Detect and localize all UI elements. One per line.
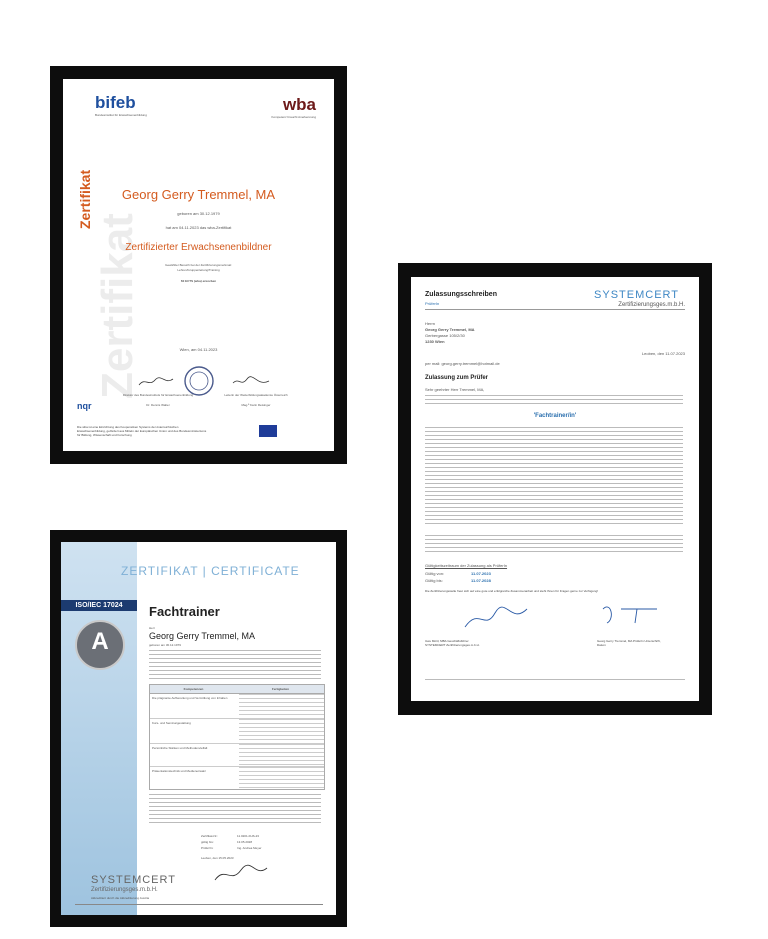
letter-subtitle: PrüferIn <box>425 301 440 306</box>
validity-label: Gültigkeitszeitraum der Zulassung als PrüferIn <box>425 563 508 568</box>
signature-left <box>137 375 177 389</box>
notice-paragraph <box>425 535 683 555</box>
wba-logo-subtitle: Kompetenz braucht Anerkennung <box>271 115 316 119</box>
footer-divider <box>75 904 323 905</box>
left-blue-band <box>61 542 137 915</box>
focus-label: Gewählter Bereich bei der Zertifizierungsmerkmal: <box>165 263 232 267</box>
certificate-header: ZERTIFIKAT | CERTIFICATE <box>121 564 300 578</box>
systemcert-logo: SYSTEMCERT <box>91 874 176 886</box>
signature-right <box>597 599 667 629</box>
meta-value: 11.0201-FHS-23 <box>237 834 259 838</box>
footer-divider <box>425 679 685 680</box>
meta-label: Zertifikat-Nr.: <box>201 834 219 838</box>
signature <box>211 862 271 886</box>
signatory-left-name: Dr. Dennis Walter <box>146 403 170 407</box>
address-street: Gerbergasse 105/2/30 <box>425 333 465 338</box>
body-text <box>149 794 321 826</box>
table-row: Persönliche Stärken und Methodenvielfalt <box>150 744 324 767</box>
meta-value: Ing. Andrea Meyer <box>237 846 262 850</box>
birth-date: geboren am 30.12.1979 <box>149 643 181 647</box>
admission-letter <box>411 277 699 701</box>
address-salutation: Herrn <box>425 321 436 326</box>
table-header: Kompetenzen <box>183 687 204 691</box>
intro-paragraph <box>425 395 683 407</box>
signature-left <box>461 603 531 633</box>
certificate-frame-wba <box>50 66 347 464</box>
iso-badge: ISO/IEC 17024 <box>61 600 137 611</box>
table-row: Kurs- und Seminargestaltung <box>150 719 324 744</box>
grade-letter: A <box>91 628 109 655</box>
signatory-right: Georg Gerry Tremmel, MA PrüferIn Unterschrift, Datum <box>597 639 661 647</box>
meta-label: gültig bis: <box>201 840 214 844</box>
accreditation-note: Akkreditiert durch die Akkreditierung Austria <box>91 896 150 900</box>
wba-logo: wba <box>282 95 316 114</box>
eu-flag-icon <box>259 425 277 437</box>
certificate-title: Fachtrainer <box>149 604 220 619</box>
certificate-title: Zertifizierter Erwachsenenbildner <box>125 242 272 253</box>
zertifikat-side-label: Zertifikat <box>77 169 93 229</box>
name-label: Herr <box>149 626 155 630</box>
signatory-right-role: Leiterin der Weiterbildungsakademie Österreich <box>224 393 288 397</box>
table-row: Die prägnante Aufbereitung und Vermittlung von Inhalten <box>150 694 324 719</box>
certificate-systemcert <box>61 542 336 915</box>
valid-to-label: Gültig bis: <box>425 578 443 583</box>
greeting: Sehr geehrter Herr Tremmel, MA, <box>425 387 485 392</box>
table-row: Präsentationstechnik und Medieneinsatz <box>150 767 324 791</box>
recipient-email: per mail: georg.gerry.tremmel@hotmail.de <box>425 361 500 366</box>
zertifikat-watermark: Zertifikat <box>93 213 142 399</box>
footer-note: Die wba ist eine Einrichtung des Kooperativen Systems der österreichischen Erwachsenenbildung, gefördert aus Mitteln der Europäischen Union und des Bundesministeriums für Bildung, Wissenschaft und Forschung <box>77 425 207 437</box>
valid-from-value: 11.07.2023 <box>471 571 491 576</box>
bifeb-logo: bifeb <box>95 93 136 112</box>
passed-statement: hat am 04.11.2023 das wba-Zertifikat <box>165 225 232 230</box>
place-and-date: Leoben, den 15.05.2023 <box>201 856 234 860</box>
closing-paragraph: Die Zertifizierungsstelle freut sich auf eine gute und erfolgreiche Zusammenarbeit und steht Ihnen für Fragen gerne zur Verfügung! <box>425 589 599 593</box>
signatory-left-role: Direktor des Bundesinstituts für Erwachsenenbildung <box>122 393 194 397</box>
signatory-left: Uwe Mörtl, MBA Geschäftsführer SYSTEMCERT Zertifizierungsges.m.b.H. <box>425 639 480 647</box>
certificate-wba <box>63 79 334 451</box>
table-header: Fertigkeiten <box>271 687 289 691</box>
holder-name: Georg Gerry Tremmel, MA <box>149 631 256 641</box>
systemcert-logo: SYSTEMCERT <box>594 289 679 301</box>
letter-frame <box>398 263 712 715</box>
body-paragraph <box>425 427 683 527</box>
place-and-date: Wien, am 04.11.2023 <box>179 347 218 352</box>
certificate-frame-systemcert <box>50 530 347 927</box>
systemcert-logo-subtitle: Zertifizierungsges.m.b.H. <box>91 887 158 893</box>
focus-value: Lehren/Gruppenleitung/Training <box>177 268 220 272</box>
intro-text <box>149 650 321 680</box>
letter-date: Leoben, den 11.07.2023 <box>641 351 685 356</box>
signature-right <box>231 375 271 389</box>
header-divider <box>425 309 685 310</box>
ects-credits: 60 ECTS (wba) erworben <box>180 279 217 283</box>
birth-date: geboren am 30.12.1979 <box>177 211 220 216</box>
valid-from-label: Gültig von: <box>425 571 445 576</box>
competence-table <box>149 684 325 790</box>
address-city: 1230 Wien <box>425 339 445 344</box>
meta-value: 13.05.2028 <box>237 840 253 844</box>
letter-subject: Zulassung zum Prüfer <box>425 375 489 381</box>
letter-title: Zulassungsschreiben <box>425 291 497 298</box>
systemcert-logo-subtitle: Zertifizierungsges.m.b.H. <box>618 302 685 308</box>
nqr-logo: nqr <box>77 401 92 411</box>
signatory-right-name: Mag.ª Karin Reisinger <box>241 403 271 407</box>
role-title: 'Fachtrainer/in' <box>533 413 577 419</box>
holder-name: Georg Gerry Tremmel, MA <box>121 187 276 202</box>
meta-label: Prüfer/In: <box>201 846 214 850</box>
bifeb-logo-subtitle: Bundesinstitut für Erwachsenenbildung <box>95 113 147 117</box>
address-name: Georg Gerry Tremmel, MA <box>425 327 475 332</box>
valid-to-value: 11.07.2028 <box>471 578 491 583</box>
